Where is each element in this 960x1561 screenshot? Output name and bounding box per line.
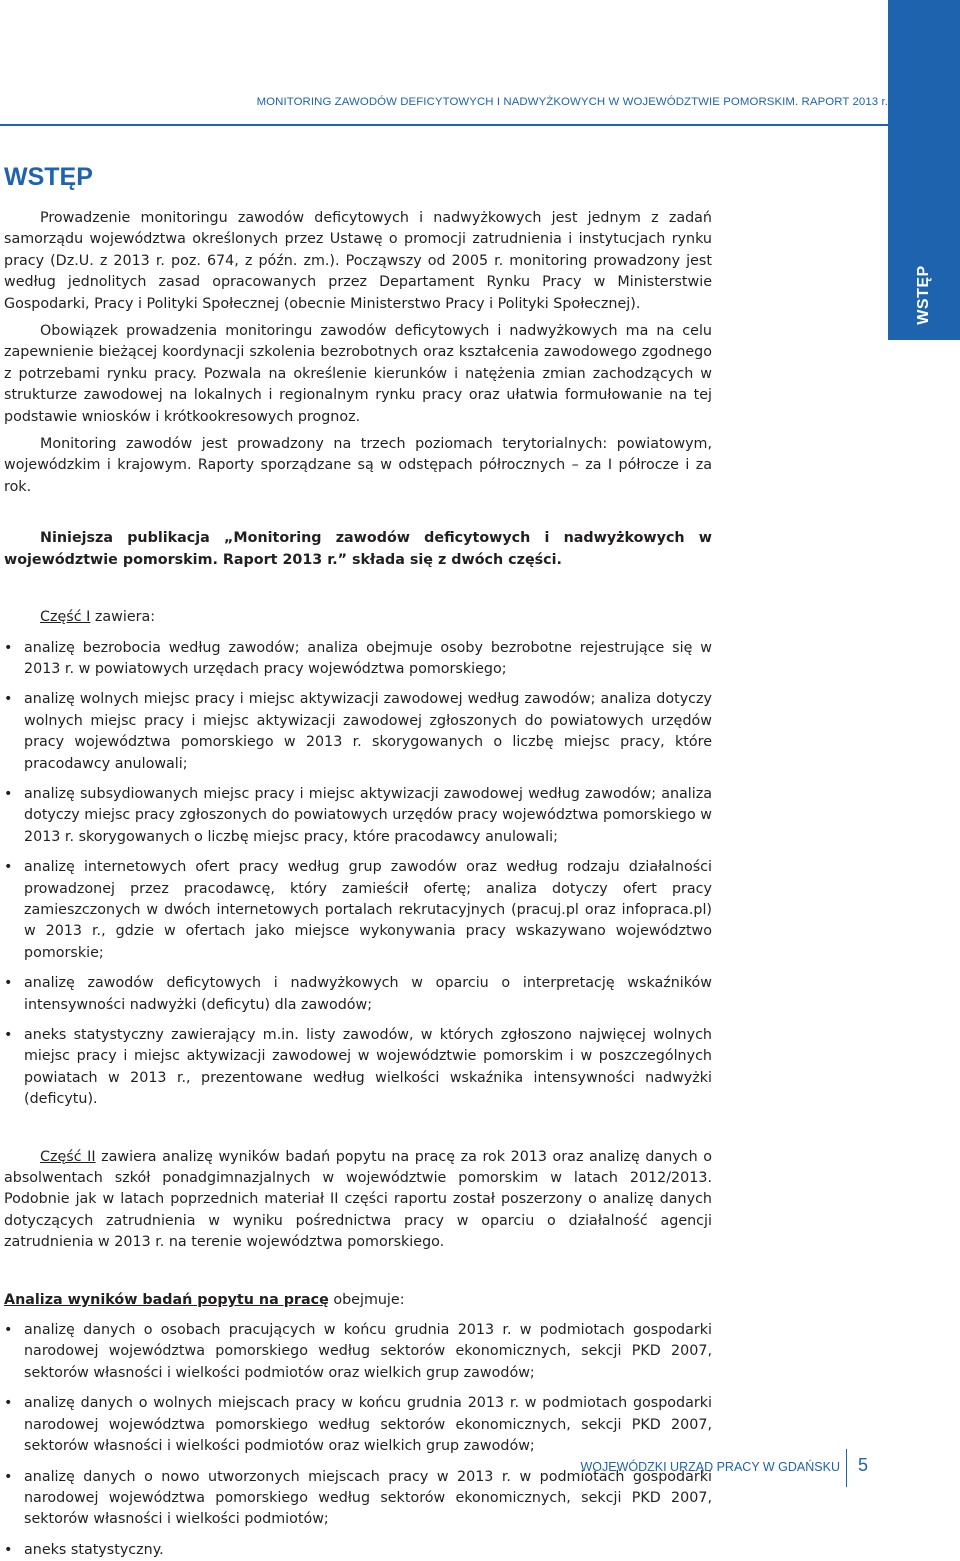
demand-suffix: obejmuje:	[328, 1291, 405, 1308]
bullet-dot-icon: •	[4, 1541, 13, 1558]
list-item	[4, 857, 712, 964]
footer-divider	[846, 1449, 847, 1487]
part1-list	[4, 638, 712, 1111]
list-item	[4, 638, 712, 681]
bullet-dot-icon: •	[4, 1395, 13, 1412]
part1-heading	[4, 607, 712, 628]
part1-suffix: zawiera:	[90, 609, 156, 626]
list-item	[4, 784, 712, 848]
part1-label: Część I	[40, 609, 91, 626]
list-item-text: aneks statystyczny zawierający m.in. listy zawodów, w których zgłoszono najwięcej wolnych miejsc pracy i miejsc aktywizacji zawodowej w województwie pomorskim i w poszczególnych powiatach w 2013 r., prezentowane według wielkości wskaźnika intensywności nadwyżki (deficytu).	[24, 1027, 712, 1108]
document-body	[4, 208, 712, 1561]
part2-paragraph	[4, 1147, 712, 1254]
bullet-dot-icon: •	[4, 975, 13, 992]
part2-label: Część II	[40, 1148, 96, 1165]
list-item-text: analizę internetowych ofert pracy według grup zawodów oraz według rodzaju działalności prowadzonej przez pracodawcę, który zamieścił ofertę; analiza dotyczy ofert pracy zamieszczonych w dwóch internetowych portalach rekrutacyjnych (pracuj.pl oraz infopraca.pl) w 2013 r., gdzie w ofertach jako miejsce wykonywania pracy wskazywano województwo pomorskie;	[24, 859, 712, 961]
list-item	[4, 1540, 712, 1561]
part2-text: zawiera analizę wyników badań popytu na pracę za rok 2013 oraz analizę danych o absolwentach szkół ponadgimnazjalnych w województwie pomorskim w latach 2012/2013. Podobnie jak w latach poprzednich materiał II części raportu został poszerzony o analizę danych dotyczących zatrudnienia w wyniku pośrednictwa pracy w oparciu o działalność agencji zatrudnienia w 2013 r. na terenie województwa pomorskiego.	[4, 1148, 712, 1251]
list-item-text: aneks statystyczny.	[24, 1541, 164, 1558]
footer-publisher: WOJEWÓDZKI URZĄD PRACY W GDAŃSKU	[580, 1460, 840, 1474]
demand-heading	[4, 1290, 712, 1311]
page-number: 5	[858, 1455, 869, 1475]
list-item	[4, 1320, 712, 1384]
bullet-dot-icon: •	[4, 1468, 13, 1485]
bullet-dot-icon: •	[4, 859, 13, 876]
page-title: WSTĘP	[4, 163, 93, 191]
header-divider	[0, 124, 888, 126]
running-header: MONITORING ZAWODÓW DEFICYTOWYCH I NADWYŻKOWYCH W WOJEWÓDZTWIE POMORSKIM. RAPORT 2013 r.	[256, 96, 888, 108]
list-item	[4, 1025, 712, 1111]
paragraph-publication: Niniejsza publikacja „Monitoring zawodów deficytowych i nadwyżkowych w województwie pomorskim. Raport 2013 r.” składa się z dwóch części.	[4, 530, 712, 568]
list-item-text: analizę zawodów deficytowych i nadwyżkowych w oparciu o interpretację wskaźników intensywności nadwyżki (deficytu) dla zawodów;	[24, 975, 712, 1013]
section-side-tab	[888, 0, 960, 340]
paragraph-intro: Prowadzenie monitoringu zawodów deficytowych i nadwyżkowych jest jednym z zadań samorządu województwa określonych przez Ustawę o promocji zatrudnienia i instytucjach rynku pracy (Dz.U. z 2013 r. poz. 674, z późn. zm.). Począwszy od 2005 r. monitoring prowadzony jest według jednolitych zasad opracowanych przez Departament Rynku Pracy w Ministerstwie Gospodarki, Pracy i Polityki Społecznej (obecnie Ministerstwo Pracy i Polityki Społecznej).	[4, 210, 712, 312]
list-item-text: analizę bezrobocia według zawodów; analiza obejmuje osoby bezrobotne rejestrujące się w 2013 r. w powiatowych urzędach pracy województwa pomorskiego;	[24, 639, 712, 677]
demand-list	[4, 1320, 712, 1561]
list-item-text: analizę wolnych miejsc pracy i miejsc aktywizacji zawodowej według zawodów; analiza dotyczy wolnych miejsc pracy i miejsc aktywizacji zawodowej zgłoszonych do powiatowych urzędów pracy województwa pomorskiego w 2013 r. skorygowanych o liczbę miejsc pracy, które pracodawcy anulowali;	[24, 691, 712, 772]
list-item	[4, 1467, 712, 1531]
list-item	[4, 689, 712, 775]
paragraph-levels: Monitoring zawodów jest prowadzony na trzech poziomach terytorialnych: powiatowym, wojewódzkim i krajowym. Raporty sporządzane są w odstępach półrocznych – za I półrocze i za rok.	[4, 436, 712, 495]
list-item	[4, 973, 712, 1016]
list-item-text: analizę subsydiowanych miejsc pracy i miejsc aktywizacji zawodowej według zawodów; analiza dotyczy miejsc pracy zgłoszonych do powiatowych urzędów pracy województwa pomorskiego w 2013 r. skorygowanych o liczbę miejsc pracy, które pracodawcy anulowali;	[24, 785, 712, 845]
list-item-text: analizę danych o nowo utworzonych miejscach pracy w 2013 r. w podmiotach gospodarki narodowej województwa pomorskiego według sektorów ekonomicznych, sekcji PKD 2007, sektorów własności i wielkości podmiotów;	[24, 1468, 712, 1528]
side-tab-label: WSTĘP	[915, 265, 932, 325]
bullet-dot-icon: •	[4, 785, 13, 802]
bullet-dot-icon: •	[4, 1027, 13, 1043]
list-item-text: analizę danych o wolnych miejscach pracy w końcu grudnia 2013 r. w podmiotach gospodarki narodowej województwa pomorskiego według sektorów ekonomicznych, sekcji PKD 2007, sektorów własności i wielkości podmiotów oraz wielkich grup zawodów;	[24, 1395, 712, 1455]
bullet-dot-icon: •	[4, 639, 13, 656]
bullet-dot-icon: •	[4, 691, 13, 708]
paragraph-purpose: Obowiązek prowadzenia monitoringu zawodów deficytowych i nadwyżkowych ma na celu zapewnienie bieżącej koordynacji szkolenia bezrobotnych oraz kształcenia zawodowego zgodnego z potrzebami rynku pracy. Pozwala na określenie kierunków i natężenia zmian zachodzących w strukturze zawodowej na lokalnych i regionalnym rynku pracy oraz ułatwia formułowanie na tej podstawie wniosków i krótkookresowych prognoz.	[4, 323, 712, 425]
list-item-text: analizę danych o osobach pracujących w końcu grudnia 2013 r. w podmiotach gospodarki narodowej województwa pomorskiego według sektorów ekonomicznych, sekcji PKD 2007, sektorów własności i wielkości podmiotów oraz wielkich grup zawodów;	[24, 1322, 712, 1381]
bullet-dot-icon: •	[4, 1322, 13, 1339]
list-item	[4, 1393, 712, 1457]
demand-label: Analiza wyników badań popytu na pracę	[4, 1291, 329, 1308]
